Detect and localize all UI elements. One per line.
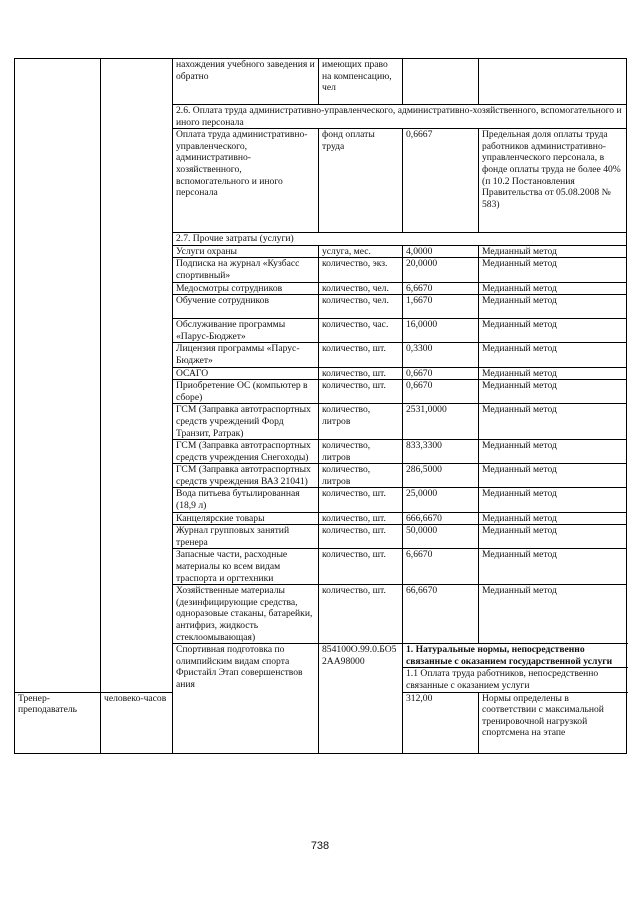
item-cell: Обслуживание программы «Парус-Бюджет» — [173, 319, 319, 343]
note-cell: Медианный метод — [479, 380, 627, 404]
section-heading: 1.1 Оплата труда работников, непосредственно связанные с оказанием услуги — [403, 668, 627, 692]
note-cell: Медианный метод — [479, 295, 627, 319]
item-cell: Канцелярские товары — [173, 512, 319, 525]
value-cell: 20,0000 — [403, 258, 479, 282]
value-cell: 1,6670 — [403, 295, 479, 319]
section-heading: 1. Натуральные нормы, непосредственно связанные с оказанием государственной услуги — [403, 644, 627, 668]
note-cell: Медианный метод — [479, 245, 627, 258]
item-cell: Запасные части, расходные материалы ко всем видам траспорта и оргтехники — [173, 549, 319, 585]
note-cell: Медианный метод — [479, 585, 627, 644]
unit-cell: фонд оплаты труда — [319, 129, 403, 233]
note-cell: Медианный метод — [479, 488, 627, 512]
value-cell: 16,0000 — [403, 319, 479, 343]
unit-cell: количество, чел. — [319, 282, 403, 295]
value-cell: 833,3300 — [403, 440, 479, 464]
note-cell: Медианный метод — [479, 319, 627, 343]
value-cell: 66,6670 — [403, 585, 479, 644]
value-cell: 0,6667 — [403, 129, 479, 233]
value-cell: 4,0000 — [403, 245, 479, 258]
code-cell — [101, 59, 173, 693]
note-cell: Медианный метод — [479, 512, 627, 525]
page-number: 738 — [310, 840, 330, 852]
unit-cell: имеющих право на компенсацию, чел — [319, 59, 403, 105]
service-cell — [15, 59, 101, 693]
unit-cell: количество, шт. — [319, 525, 403, 549]
item-cell: Лицензия программы «Парус-Бюджет» — [173, 343, 319, 367]
norms-table — [14, 58, 627, 754]
item-cell: Услуги охраны — [173, 245, 319, 258]
item-cell: Тренер-преподаватель — [15, 692, 101, 753]
item-cell: Хозяйственные материалы (дезинфицирующие средства, одноразовые стаканы, батарейки, антифриз, жидкость стеклоомывающая) — [173, 585, 319, 644]
unit-cell: количество, шт. — [319, 549, 403, 585]
item-cell: ГСМ (Заправка автотраспортных средств учреждения Снегоходы) — [173, 440, 319, 464]
note-cell — [479, 59, 627, 105]
note-cell: Медианный метод — [479, 549, 627, 585]
unit-cell: количество, шт. — [319, 343, 403, 367]
service-name-cell: Спортивная подготовка по олимпийским видам спорта Фристайл Этап совершенствов ания — [173, 644, 319, 753]
note-cell: Нормы определены в соответствии с максимальной тренировочной нагрузкой спортсмена на этапе — [479, 692, 627, 753]
note-cell: Медианный метод — [479, 525, 627, 549]
item-cell: ОСАГО — [173, 367, 319, 380]
item-cell: Подписка на журнал «Кузбасс спортивный» — [173, 258, 319, 282]
value-cell: 666,6670 — [403, 512, 479, 525]
item-cell: нахождения учебного заведения и обратно — [173, 59, 319, 105]
note-cell: Медианный метод — [479, 404, 627, 440]
note-cell: Медианный метод — [479, 343, 627, 367]
value-cell: 6,6670 — [403, 282, 479, 295]
unit-cell: количество, шт. — [319, 585, 403, 644]
item-cell: Приобретение ОС (компьютер в сборе) — [173, 380, 319, 404]
item-cell: Обучение сотрудников — [173, 295, 319, 319]
section-heading: 2.7. Прочие затраты (услуги) — [173, 233, 627, 246]
item-cell: Оплата труда административно-управленческого, административно-хозяйственного, вспомогательного и иного персонала — [173, 129, 319, 233]
note-cell: Медианный метод — [479, 282, 627, 295]
note-cell: Медианный метод — [479, 258, 627, 282]
unit-cell: количество, литров — [319, 404, 403, 440]
section-heading: 2.6. Оплата труда административно-управленческого, административно-хозяйственного, вспомогательного и иного персонала — [173, 105, 627, 129]
unit-cell: количество, экз. — [319, 258, 403, 282]
unit-cell: количество, шт. — [319, 488, 403, 512]
service-code-cell: 854100О.99.0.БО52АА98000 — [319, 644, 403, 753]
item-cell: Журнал групповых занятий тренера — [173, 525, 319, 549]
value-cell: 2531,0000 — [403, 404, 479, 440]
note-cell: Медианный метод — [479, 464, 627, 488]
value-cell: 0,6670 — [403, 380, 479, 404]
note-cell: Медианный метод — [479, 440, 627, 464]
value-cell: 25,0000 — [403, 488, 479, 512]
value-cell: 0,3300 — [403, 343, 479, 367]
value-cell: 286,5000 — [403, 464, 479, 488]
item-cell: Медосмотры сотрудников — [173, 282, 319, 295]
unit-cell: количество, час. — [319, 319, 403, 343]
item-cell: Вода питьева бутылированная (18,9 л) — [173, 488, 319, 512]
unit-cell: человеко-часов — [101, 692, 173, 753]
value-cell: 312,00 — [403, 692, 479, 753]
unit-cell: количество, шт. — [319, 380, 403, 404]
value-cell: 6,6670 — [403, 549, 479, 585]
table-row — [15, 59, 627, 105]
unit-cell: количество, чел. — [319, 295, 403, 319]
note-cell: Медианный метод — [479, 367, 627, 380]
unit-cell: количество, литров — [319, 440, 403, 464]
item-cell: ГСМ (Заправка автотраспортных средств учреждений Форд Транзит, Ратрак) — [173, 404, 319, 440]
unit-cell: количество, литров — [319, 464, 403, 488]
value-cell — [403, 59, 479, 105]
value-cell: 50,0000 — [403, 525, 479, 549]
value-cell: 0,6670 — [403, 367, 479, 380]
unit-cell: количество, шт. — [319, 512, 403, 525]
unit-cell: услуга, мес. — [319, 245, 403, 258]
item-cell: ГСМ (Заправка автотраспортных средств учреждения ВАЗ 21041) — [173, 464, 319, 488]
unit-cell: количество, шт. — [319, 367, 403, 380]
note-cell: Предельная доля оплаты труда работников административно-управленческого персонала, в фонде оплаты труда не более 40% (п 10.2 Постановления Правительства от 05.08.2008 № 583) — [479, 129, 627, 233]
